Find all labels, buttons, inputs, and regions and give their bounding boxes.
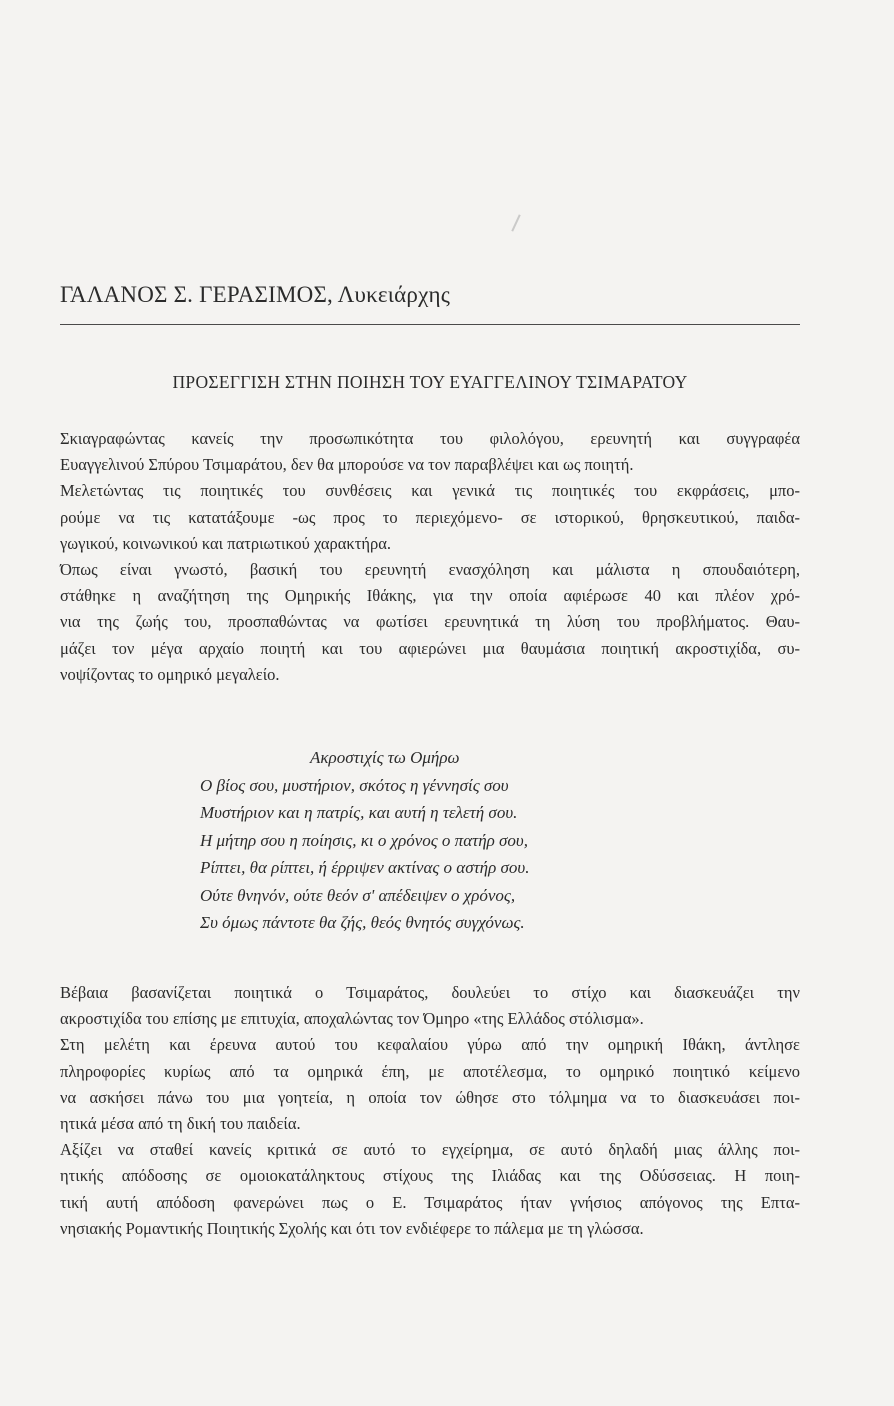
pencil-mark bbox=[511, 214, 520, 231]
heading-rule bbox=[60, 324, 800, 325]
article-title: ΠΡΟΣΕΓΓΙΣΗ ΣΤΗΝ ΠΟΙΗΣΗ ΤΟΥ ΕΥΑΓΓΕΛΙΝΟΥ ΤΣΙΜΑΡΑΤΟΥ bbox=[172, 372, 688, 392]
text-line: στάθηκε η αναζήτηση της Ομηρικής Ιθάκης, για την οποία αφιέρωσε 40 και πλέον χρό- bbox=[60, 586, 800, 606]
poem-title: Ακροστιχίς τω Ομήρω bbox=[310, 748, 460, 767]
poem-verse: Μυστήριον και η πατρίς, και αυτή η τελετή σου. bbox=[200, 803, 518, 822]
poem-verse: Η μήτηρ σου η ποίησις, κι ο χρόνος ο πατήρ σου, bbox=[200, 830, 528, 850]
text-line: Σκιαγραφώντας κανείς την προσωπικότητα του φιλολόγου, ερευνητή και συγγραφέα bbox=[60, 429, 800, 448]
text-line: να ασκήσει πάνω του μια γοητεία, η οποία τον ώθησε στο τόλμημα να το διασκευάσει ποι- bbox=[60, 1087, 800, 1107]
text-line: ρούμε να τις κατατάξουμε -ως προς το περιεχόμενο- σε ιστορικού, θρησκευτικού, παιδα- bbox=[60, 507, 800, 527]
text-line: ητικής απόδοσης σε ομοιοκατάληκτους στίχους της Ιλιάδας και της Οδύσσειας. Η ποιη- bbox=[60, 1166, 800, 1186]
text-line: γωγικού, κοινωνικού και πατριωτικού χαρακτήρα. bbox=[60, 533, 392, 553]
text-line: Μελετώντας τις ποιητικές του συνθέσεις και γενικά τις ποιητικές του εκφράσεις, μπο- bbox=[60, 481, 800, 501]
poem-verse: Ούτε θνηνόν, ούτε θεόν σ' απέδειψεν ο χρόνος, bbox=[200, 885, 516, 905]
acrostic-poem bbox=[60, 744, 800, 937]
text-line: Όπως είναι γνωστό, βασική του ερευνητή ενασχόληση και μάλιστα η σπουδαιότερη, bbox=[60, 559, 800, 579]
text-line: νοψίζοντας το ομηρικό μεγαλείο. bbox=[60, 664, 280, 684]
author-heading: ΓΑΛΑΝΟΣ Σ. ΓΕΡΑΣΙΜΟΣ, Λυκειάρχης bbox=[60, 282, 451, 307]
text-line: νια της ζωής του, προσπαθώντας να φωτίσει ερευνητικά τη λύση του προβλήματος. Θαυ- bbox=[60, 612, 800, 632]
outro-text bbox=[60, 980, 800, 1242]
intro-text bbox=[60, 426, 800, 688]
text-line: νησιακής Ρομαντικής Ποιητικής Σχολής και ότι τον ενδιέφερε το πάλεμα με τη γλώσσα. bbox=[60, 1218, 644, 1238]
text-line: ακροστιχίδα του επίσης με επιτυχία, αποχαλώντας τον Όμηρο «της Ελλάδος στόλισμα». bbox=[60, 1009, 644, 1029]
text-line: πληροφορίες κυρίως από τα ομηρικά έπη, με αποτέλεσμα, το ομηρικό ποιητικό κείμενο bbox=[60, 1061, 800, 1081]
poem-verse: Ο βίος σου, μυστήριον, σκότος η γέννησίς σου bbox=[200, 775, 509, 795]
poem-verse: Ρίπτει, θα ρίπτει, ή έρριψεν ακτίνας ο αστήρ σου. bbox=[200, 858, 530, 877]
text-line: Ευαγγελινού Σπύρου Τσιμαράτου, δεν θα μπορούσε να τον παραβλέψει και ως ποιητή. bbox=[60, 455, 634, 475]
text-line: Αξίζει να σταθεί κανείς κριτικά σε αυτό το εγχείρημα, σε αυτό δηλαδή μιας άλλης ποι- bbox=[60, 1140, 800, 1160]
text-line: τική αυτή απόδοση φανερώνει πως ο Ε. Τσιμαράτος ήταν γνήσιος απόγονος της Επτα- bbox=[60, 1192, 800, 1212]
text-line: Στη μελέτη και έρευνα αυτού του κεφαλαίου γύρω από την ομηρική Ιθάκη, άντλησε bbox=[60, 1035, 800, 1055]
text-line: μάζει τον μέγα αρχαίο ποιητή και του αφιερώνει μια θαυμάσια ποιητική ακροστιχίδα, συ- bbox=[60, 638, 800, 658]
poem-verse: Συ όμως πάντοτε θα ζής, θεός θνητός συγχόνως. bbox=[200, 913, 525, 932]
text-line: Βέβαια βασανίζεται ποιητικά ο Τσιμαράτος, δουλεύει το στίχο και διασκευάζει την bbox=[60, 983, 800, 1002]
text-line: ητικά μέσα από τη δική του παιδεία. bbox=[60, 1113, 301, 1133]
